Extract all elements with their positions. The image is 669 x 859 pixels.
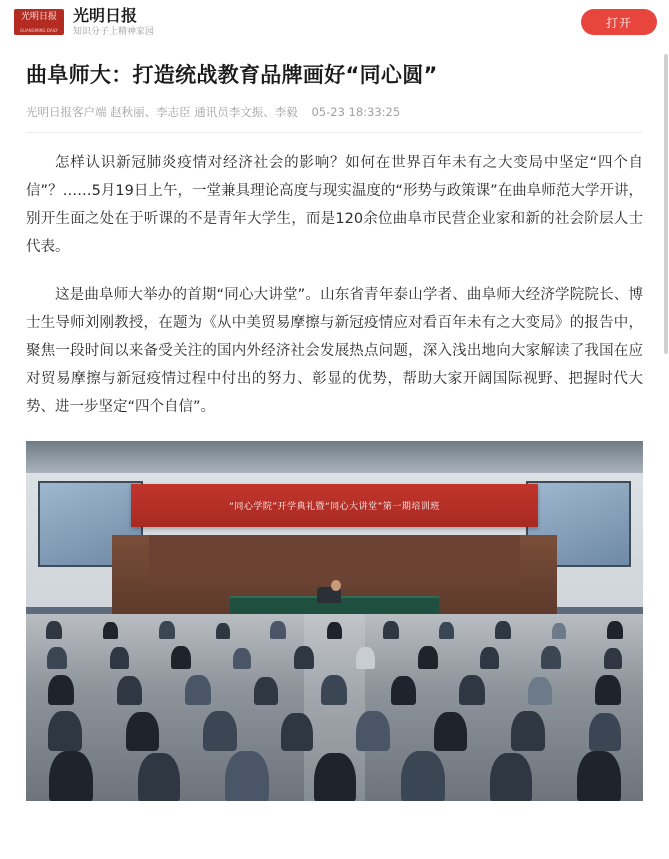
page-title: 曲阜师大：打造统战教育品牌画好“同心圆” [26, 63, 438, 87]
header-divider [26, 132, 643, 133]
app-topbar [0, 0, 669, 44]
lecture-hall-photo [26, 441, 643, 801]
photo-ceiling [26, 441, 643, 473]
byline-source: 光明日报客户端 赵秋丽、李志臣 通讯员李文振、李毅 [26, 105, 298, 119]
photo-stage-banner [131, 484, 538, 527]
paragraph-2: 这是曲阜师大举办的首期“同心大讲堂”。山东省青年泰山学者、曲阜师大经济学院院长、博士生导师刘刚教授，在题为《从中美贸易摩擦与新冠疫情应对看百年未有之大变局》的报告中，聚焦一段时间以来备受关注的国内外经济社会发展热点问题，深入浅出地向大家解读了我国在应对贸易摩擦与新冠疫情过程中付出的努力、彰显的优势，帮助大家开阔国际视野、把握时代大势、进一步坚定“四个自信”。 [26, 287, 643, 415]
brand-slogan: 知识分子上精神家园 [73, 26, 155, 37]
open-app-button[interactable]: 打开 [581, 9, 657, 35]
article-text [26, 149, 643, 421]
logo-subtext: GUANGMING DAILY [20, 28, 58, 33]
article-figure [0, 441, 669, 801]
byline [26, 104, 643, 120]
paragraph-1: 怎样认识新冠肺炎疫情对经济社会的影响？如何在世界百年未有之大变局中坚定“四个自信”？……5月19日上午，一堂兼具理论高度与现实温度的“形势与政策课”在曲阜师范大学开讲，别开生面之处在于听课的不是青年大学生，而是120余位曲阜市民营企业家和新的社会阶层人士代表。 [26, 155, 643, 255]
photo-seat-row-3 [26, 675, 643, 705]
photo-seat-row-2 [26, 646, 643, 669]
brand-title: 光明日报 [73, 5, 138, 25]
photo-banner-text: “同心学院”开学典礼暨“同心大讲堂”第一期培训班 [229, 502, 440, 513]
photo-seat-row-4 [26, 711, 643, 751]
photo-seat-row-5 [26, 751, 643, 801]
brand-block [73, 7, 154, 38]
page-scrollbar[interactable] [664, 54, 668, 354]
article-body [0, 60, 669, 421]
byline-date: 05-23 18:33:25 [311, 105, 401, 119]
photo-speaker-head [331, 580, 341, 591]
logo-text: 光明日报 [20, 12, 57, 22]
guangming-logo [14, 9, 64, 35]
photo-seat-row-1 [26, 621, 643, 639]
photo-stage-backdrop [149, 535, 519, 585]
